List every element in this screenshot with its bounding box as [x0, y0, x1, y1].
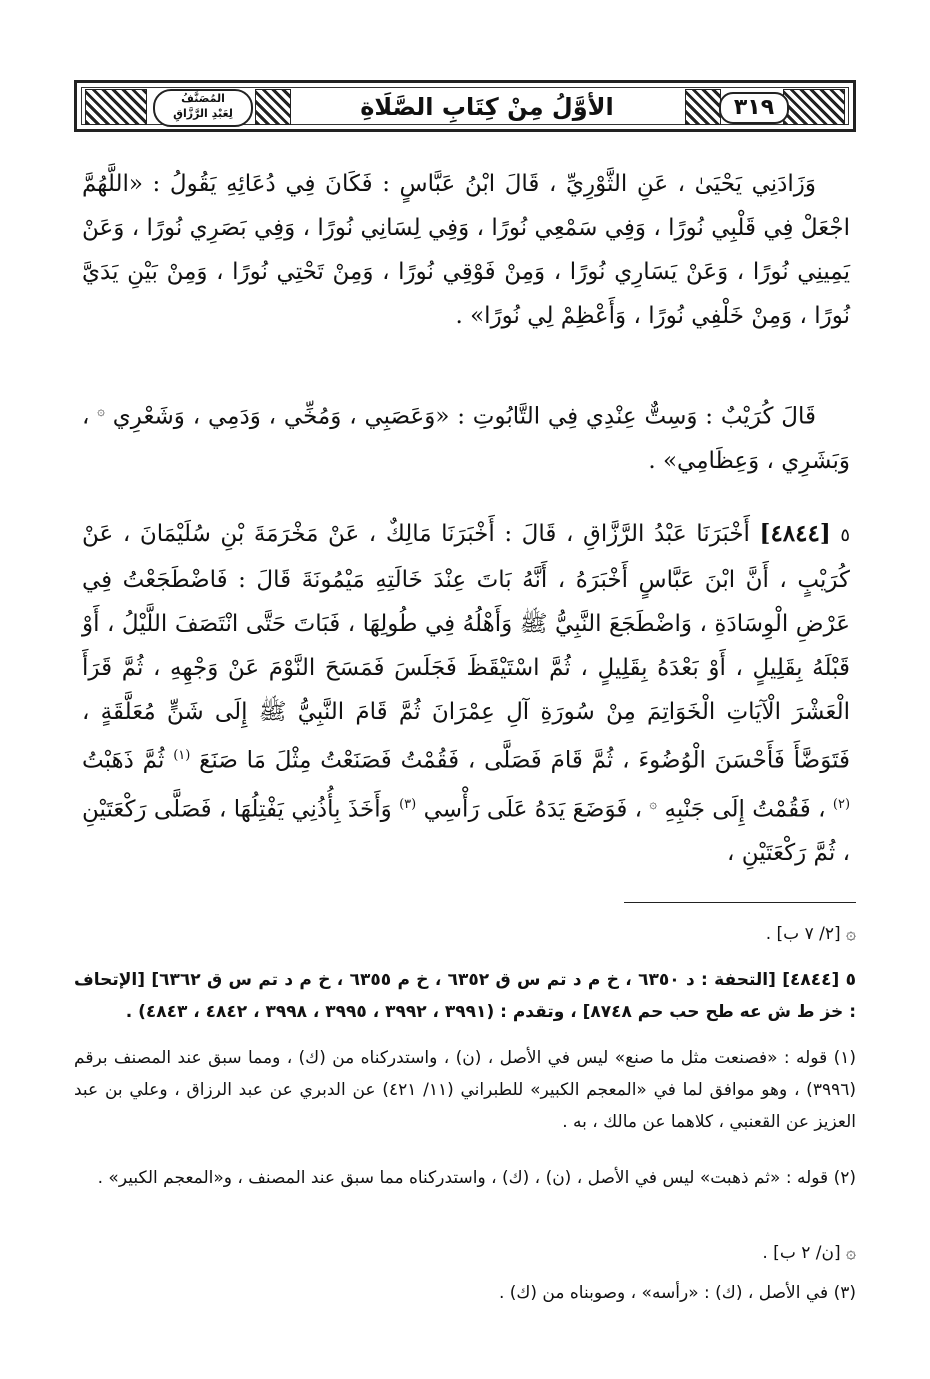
footnote-manuscript-ref-1: ۞ [٢/ ٧ ب] . — [765, 924, 856, 944]
footnote-2: (٢) قوله : «ثم ذهبت» ليس في الأصل ، (ن) ، (ك) ، واستدركناه مما سبق عند المصنف ، و«المعجم الكبير» . — [97, 1168, 856, 1188]
para2-text-a: قَالَ كُرَيْبٌ : وَسِتٌّ عِنْدِي فِي التَّابُوتِ : «وَعَصَبِي ، وَمُخِّي ، وَدَمِي ، وَشَعْرِي — [112, 403, 817, 430]
footnote-3: (٣) في الأصل ، (ك) : «رأسه» ، وصوبناه من (ك) . — [498, 1283, 856, 1303]
para2-text-b: ، وَبَشَرِي ، وَعِظَامِي» . — [82, 403, 850, 474]
ornament-left-inner — [255, 89, 291, 125]
manuscript-mark-icon: ۞ — [649, 796, 658, 812]
footnote-divider — [624, 902, 856, 903]
hadith-marker: ٥ — [840, 525, 851, 546]
footnote-ref-2[interactable]: (٢) — [832, 796, 851, 812]
ornament-right — [783, 89, 845, 125]
seal-bottom-text: لِعَبْدِ الرَّزَّاقِ — [173, 107, 233, 120]
book-seal — [153, 89, 253, 127]
page-number: ٣١٩ — [719, 92, 789, 124]
footnote-takhrij: ٥ [٤٨٤٤] [التحفة : د ٦٣٥٠ ، خ م د تم س ق ٦٣٥٢ ، خ م ٦٣٥٥ ، خ م د تم س ق ٦٣٦٢] [الإتحاف : خز ط ش عه طح حب حم ٨٧٤٨] ، وتقدم : (٣٩٩١ ، ٣٩٩٢ ، ٣٩٩٥ ، ٣٩٩٨ ، ٤٨٤٢ ، ٤٨٤٣) . — [74, 970, 856, 1022]
footnote-1: (١) قوله : «فصنعت مثل ما صنع» ليس في الأصل ، (ن) ، واستدركناه من (ك) ، ومما سبق عند المصنف برقم (٣٩٩٦) ، وهو موافق لما في «المعجم الكبير» للطبراني (١١/ ٤٢١) عن الدبري عن عبد الرزاق ، وعلي بن عبد العزيز عن القعنبي ، كلاهما عن مالك ، به . — [74, 1048, 856, 1132]
seal-top-text: المُصَنَّفُ — [181, 92, 225, 105]
ornament-right-inner — [685, 89, 721, 125]
footnote-ref-3[interactable]: (٣) — [399, 796, 417, 812]
paragraph-1: وَزَادَنِي يَحْيَىٰ ، عَنِ الثَّوْرِيِّ ، قَالَ ابْنُ عَبَّاسٍ : فَكَانَ فِي دُعَائِهِ يَقُولُ : «اللَّهُمَّ اجْعَلْ فِي قَلْبِي نُورًا ، وَفِي سَمْعِي نُورًا ، وَفِي لِسَانِي نُورًا ، وَفِي بَصَرِي نُورًا ، وَعَنْ يَمِينِي نُورًا ، وَعَنْ يَسَارِي نُورًا ، وَمِنْ فَوْقِي نُورًا ، وَمِنْ تَحْتِي نُورًا ، وَمِنْ بَيْنِ يَدَيَّ نُورًا ، وَمِنْ خَلْفِي نُورًا ، وَأَعْظِمْ لِي نُورًا» . — [82, 171, 850, 329]
footnote-ref-1[interactable]: (١) — [173, 748, 191, 763]
hadith-text-a: أَخْبَرَنَا عَبْدُ الرَّزَّاقِ ، قَالَ : أَخْبَرَنَا مَالِكٌ ، عَنْ مَخْرَمَةَ بْنِ سُلَيْمَانَ ، عَنْ كُرَيْبٍ ، أَنَّ ابْنَ عَبَّاسٍ أَخْبَرَهُ ، أَنَّهُ بَاتَ عِنْدَ خَالَتِهِ مَيْمُونَةَ قَالَ : فَاضْطَجَعْتُ فِي عَرْضِ الْوِسَادَةِ ، وَاضْطَجَعَ النَّبِيُّ ﷺ وَأَهْلُهُ فِي طُولِهَا ، فَبَاتَ حَتَّى انْتَصَفَ اللَّيْلُ ، أَوْ قَبْلَهُ بِقَلِيلٍ ، أَوْ بَعْدَهُ بِقَلِيلٍ ، ثُمَّ اسْتَيْقَظَ فَجَلَسَ فَمَسَحَ النَّوْمَ عَنْ وَجْهِهِ ، ثُمَّ قَرَأَ الْعَشْرَ الْآيَاتِ الْخَوَاتِمَ مِنْ سُورَةِ آلِ عِمْرَانَ ثُمَّ قَامَ النَّبِيُّ ﷺ إِلَى شَنٍّ مُعَلَّقَةٍ ، فَتَوَضَّأَ فَأَحْسَنَ الْوُضُوءَ ، ثُمَّ قَامَ فَصَلَّى ، فَقُمْتُ فَصَنَعْتُ مِثْلَ مَا صَنَعَ — [82, 521, 851, 774]
hadith-text-e: وَأَخَذَ بِأُذُنِي يَفْتِلُهَا ، فَصَلَّى رَكْعَتَيْنِ ، ثُمَّ رَكْعَتَيْنِ ، — [82, 796, 850, 867]
hadith-number: [٤٨٤٤] — [759, 520, 831, 547]
paragraph-2 — [82, 390, 850, 483]
header-band — [74, 80, 856, 132]
footnote-manuscript-ref-2: ۞ [ن/ ٢ ب] . — [762, 1243, 856, 1263]
hadith-text-b: ثُمَّ ذَهَبْتُ — [82, 747, 165, 774]
running-title: الأوَّلُ مِنْ كِتَابِ الصَّلَاةِ — [360, 93, 614, 121]
hadith-text-c: ، فَقُمْتُ إِلَى جَنْبِهِ — [664, 796, 826, 823]
ornament-left — [85, 89, 147, 125]
hadith-text-d: ، فَوَضَعَ يَدَهُ عَلَى رَأْسِي — [423, 796, 643, 823]
hadith-4844 — [82, 512, 850, 875]
manuscript-mark-icon: ۞ — [97, 404, 105, 419]
